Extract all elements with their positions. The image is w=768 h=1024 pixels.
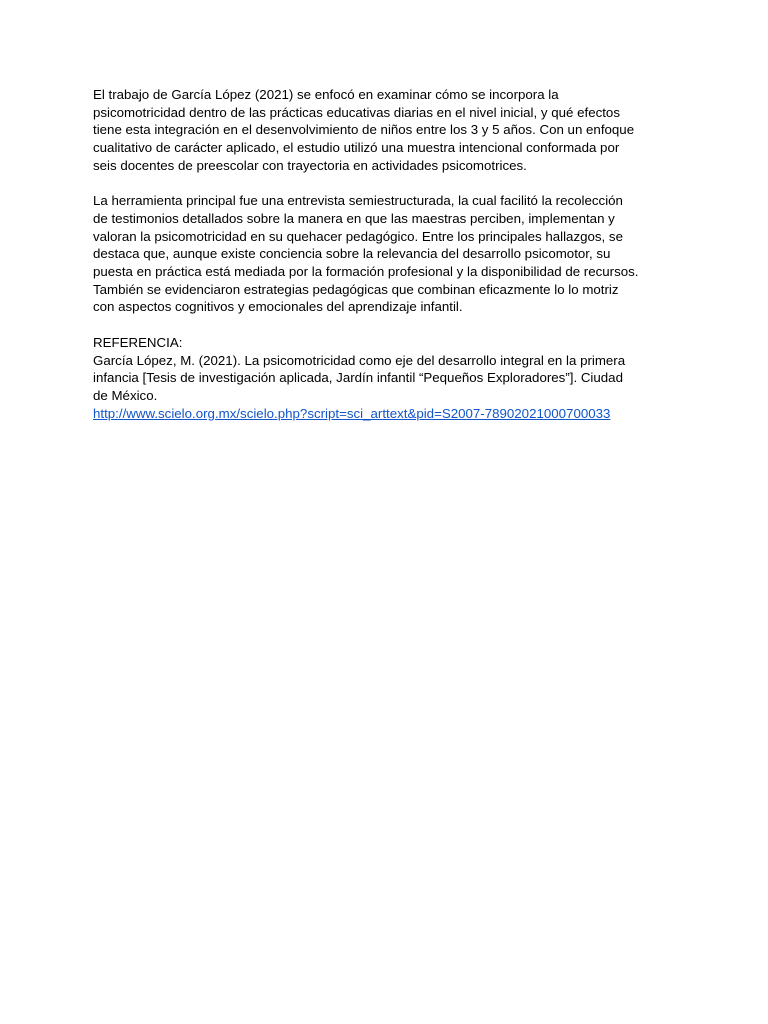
citation-line: infancia [Tesis de investigación aplicada, Jardín infantil “Pequeños Exploradores”]. Ciudad (93, 370, 623, 386)
text-line: La herramienta principal fue una entrevista semiestructurada, la cual facilitó la recolección (93, 193, 623, 209)
paragraph-2 (93, 192, 693, 316)
text-line: cualitativo de carácter aplicado, el estudio utilizó una muestra intencional conformada por (93, 140, 620, 156)
text-line: puesta en práctica está mediada por la formación profesional y la disponibilidad de recursos. (93, 264, 639, 280)
reference-link[interactable]: http://www.scielo.org.mx/scielo.php?script=sci_arttext&pid=S2007-78902021000700033 (93, 405, 611, 421)
text-line: destaca que, aunque existe conciencia sobre la relevancia del desarrollo psicomotor, su (93, 246, 611, 262)
reference-section (93, 334, 693, 423)
text-line: valoran la psicomotricidad en su quehacer pedagógico. Entre los principales hallazgos, se (93, 228, 623, 244)
text-line: También se evidenciaron estrategias pedagógicas que combinan eficazmente lo lo motriz (93, 281, 619, 297)
text-line: tiene esta integración en el desenvolvimiento de niños entre los 3 y 5 años. Con un enfoque (93, 122, 635, 138)
text-line: seis docentes de preescolar con trayectoria en actividades psicomotrices. (93, 157, 527, 173)
citation-line: García López, M. (2021). La psicomotricidad como eje del desarrollo integral en la primera (93, 352, 626, 368)
text-line: psicomotricidad dentro de las prácticas educativas diarias en el nivel inicial, y qué efectos (93, 104, 620, 120)
reference-heading: REFERENCIA: (93, 334, 183, 350)
text-line: de testimonios detallados sobre la manera en que las maestras perciben, implementan y (93, 210, 615, 226)
paragraph-1 (93, 86, 693, 175)
document-body (93, 86, 693, 422)
text-line: El trabajo de García López (2021) se enfocó en examinar cómo se incorpora la (93, 87, 559, 102)
text-line: con aspectos cognitivos y emocionales del aprendizaje infantil. (93, 299, 463, 315)
citation-line: de México. (93, 387, 158, 403)
